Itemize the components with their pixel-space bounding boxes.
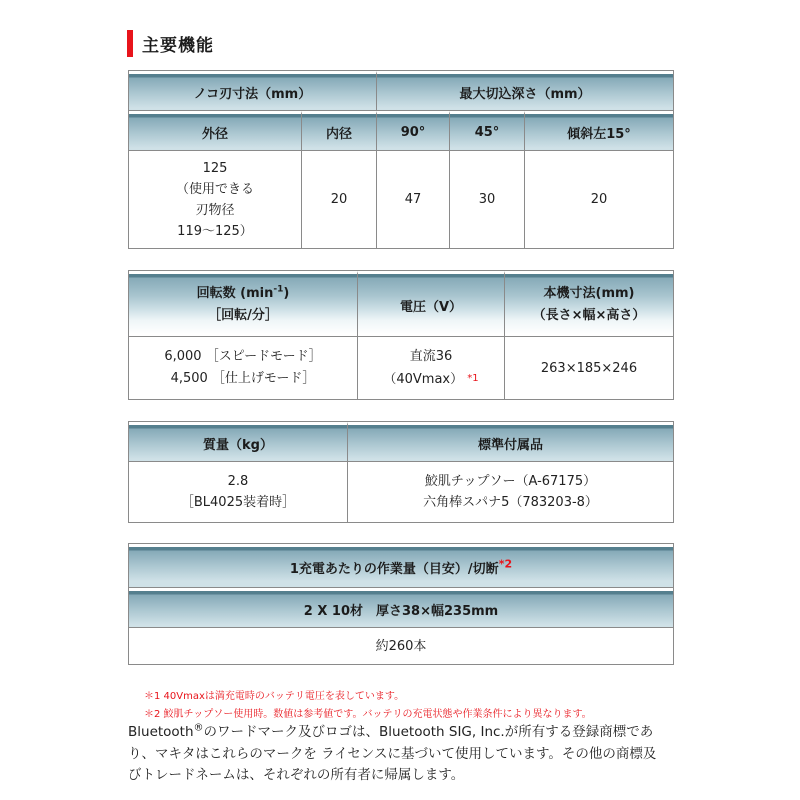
inner-diameter-header: 内径	[302, 111, 377, 151]
dimensions-header-unit: （長さ×幅×高さ）	[532, 308, 646, 323]
rpm-voltage-table	[128, 270, 674, 400]
rpm-header-sup: -1	[273, 284, 284, 295]
outer-diameter-value	[129, 151, 302, 248]
accessories-value	[348, 462, 673, 522]
blade-depth-table	[128, 70, 674, 249]
voltage-header: 電圧（V）	[358, 271, 505, 337]
voltage-dc: 直流36	[409, 349, 453, 364]
depth-bevel-value: 20	[525, 151, 673, 248]
voltage-value	[358, 337, 505, 399]
dimensions-header	[505, 271, 673, 337]
depth-90-value: 47	[377, 151, 450, 248]
accessories-header: 標準付属品	[348, 422, 673, 462]
accessory-item: 六角棒スパナ5（783203-8）	[423, 495, 598, 510]
depth-bevel-header: 傾斜左15°	[525, 111, 673, 151]
section-title-text: 主要機能	[142, 36, 214, 56]
work-footnote-ref: *2	[498, 557, 513, 571]
work-per-charge-header-text: 1充電あたりの作業量（目安）/切断	[289, 561, 499, 577]
accessory-item: 鮫肌チップソー（A-67175）	[424, 474, 597, 489]
trademark-brand: Bluetooth	[128, 724, 194, 740]
title-accent-bar	[127, 30, 133, 57]
depth-45-header: 45°	[450, 111, 525, 151]
dimensions-value: 263×185×246	[505, 337, 673, 399]
footnote-1: ＊1 40Vmaxは満充電時のバッテリ電圧を表しています。	[144, 691, 405, 702]
rpm-speed-mode: 6,000 ［スピードモード］	[164, 349, 322, 364]
rpm-value	[129, 337, 358, 399]
trademark-notice	[128, 722, 668, 787]
trademark-text: のワードマーク及びロゴは、Bluetooth SIG, Inc.が所有する登録商標であり、マキタはこれらのマークを ライセンスに基づいて使用しています。その他の商標及びトレードネームは、それぞれの所有者に帰属します。	[128, 724, 657, 783]
rpm-header-text: 回転数 (min	[196, 286, 274, 301]
outer-diameter-line: 119～125）	[177, 223, 253, 239]
outer-diameter-header: 外径	[129, 111, 302, 151]
weight-value	[129, 462, 348, 522]
weight-header: 質量（kg）	[129, 422, 348, 462]
weight-accessories-table	[128, 421, 674, 523]
weight-condition: ［BL4025装着時］	[180, 495, 296, 510]
depth-90-header: 90°	[377, 111, 450, 151]
footnote-2: ＊2 鮫肌チップソー使用時。数値は参考値です。バッテリの充電状態や作業条件により異なります。	[144, 709, 592, 720]
inner-diameter-value: 20	[302, 151, 377, 248]
outer-diameter-line: 125	[202, 160, 228, 176]
work-per-charge-table	[128, 543, 674, 665]
rpm-header-close: )	[283, 286, 290, 301]
weight-number: 2.8	[227, 474, 249, 489]
depth-45-value: 30	[450, 151, 525, 248]
cuts-per-charge-value: 約260本	[129, 628, 673, 664]
registered-mark: ®	[193, 722, 204, 734]
dimensions-header-text: 本機寸法(mm)	[543, 286, 635, 301]
work-per-charge-header	[129, 544, 673, 588]
material-header: 2 X 10材 厚さ38×幅235mm	[129, 588, 673, 628]
outer-diameter-line: 刃物径	[195, 202, 235, 218]
max-cut-depth-header: 最大切込深さ（mm）	[377, 71, 673, 111]
rpm-header	[129, 271, 358, 337]
voltage-max: （40Vmax）	[383, 372, 464, 387]
outer-diameter-line: （使用できる	[175, 181, 254, 197]
rpm-finish-mode: 4,500 ［仕上げモード］	[170, 371, 316, 386]
voltage-footnote-ref: *1	[467, 373, 479, 384]
section-title	[127, 30, 214, 57]
blade-size-header: ノコ刃寸法（mm）	[129, 71, 377, 111]
rpm-header-unit: ［回転/分］	[208, 308, 278, 323]
